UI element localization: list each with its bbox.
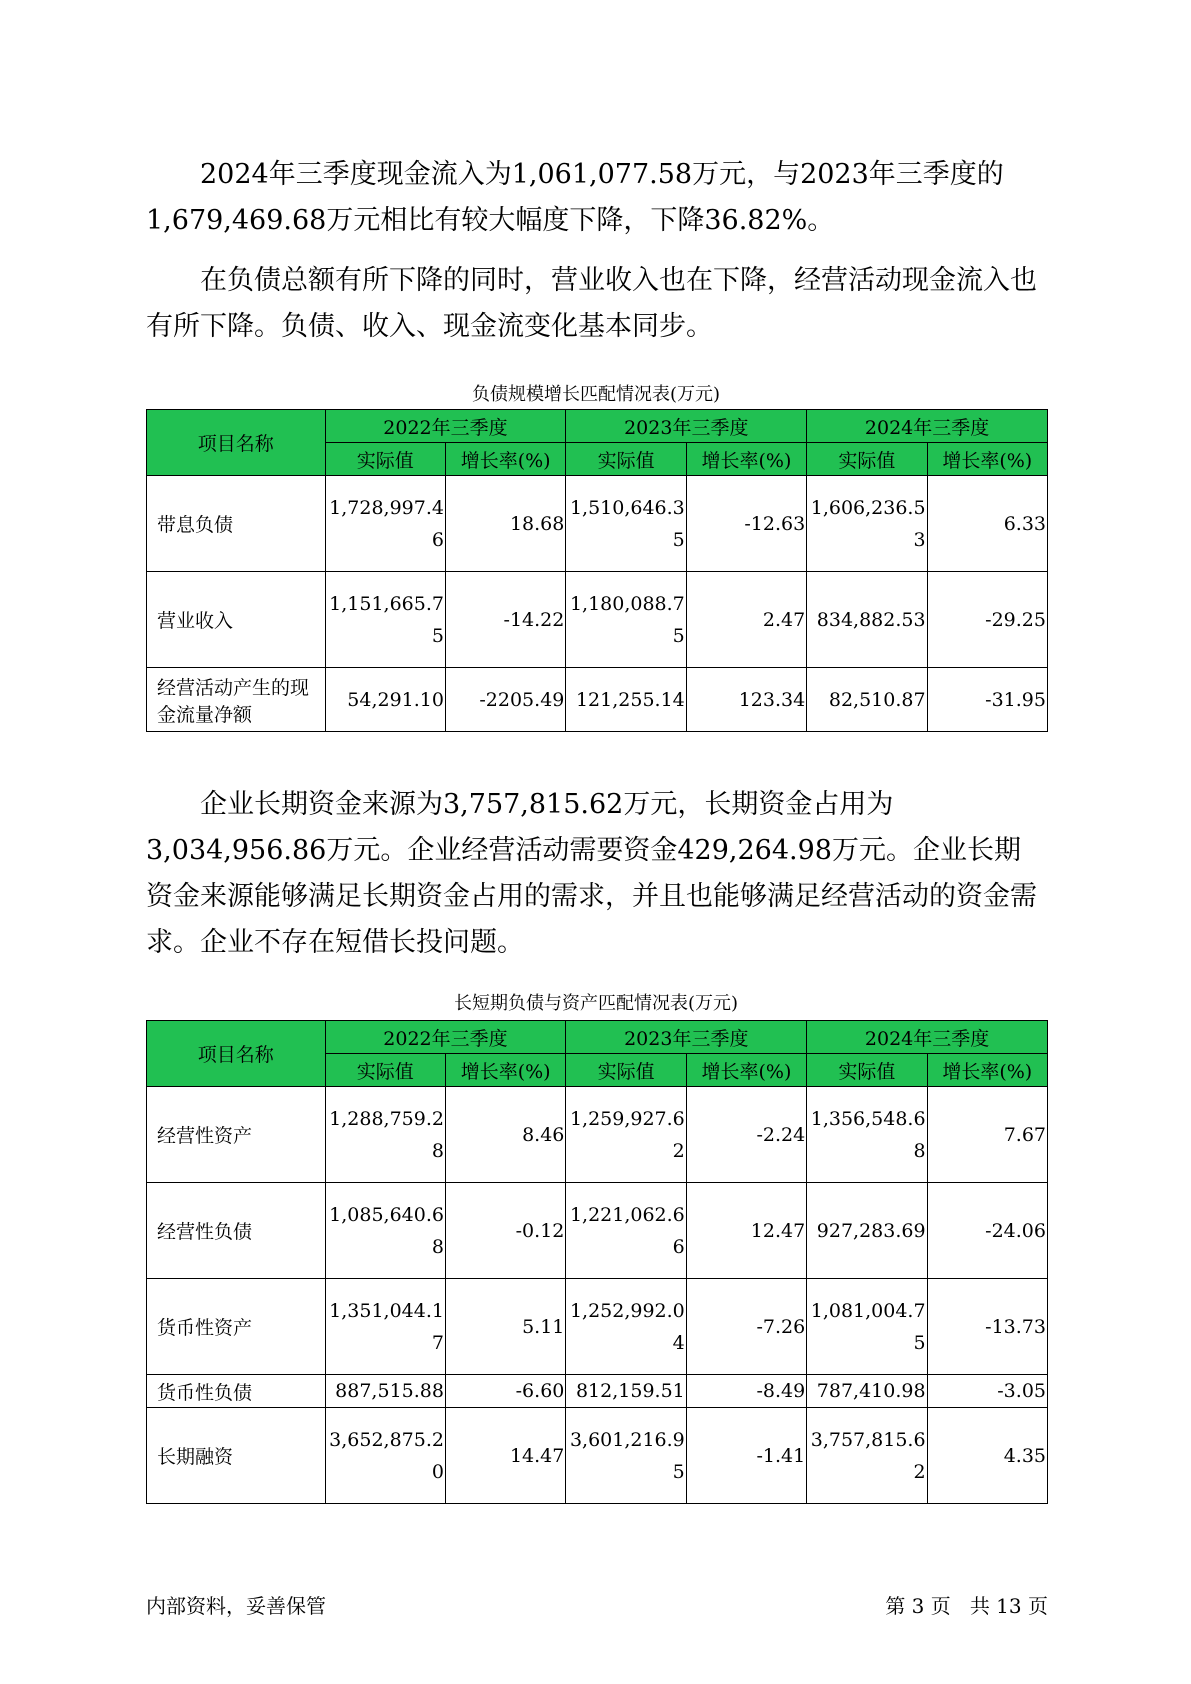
cell-actual-value: 1,259,927.62 — [566, 1087, 686, 1183]
table-row — [147, 668, 1048, 732]
cell-actual-value: 812,159.51 — [566, 1375, 686, 1408]
cell-growth-rate: -31.95 — [927, 668, 1047, 732]
debt-asset-match-table — [146, 1020, 1048, 1504]
cell-growth-rate: -24.06 — [927, 1183, 1047, 1279]
cell-growth-rate: 7.67 — [927, 1087, 1047, 1183]
cell-growth-rate: 14.47 — [445, 1408, 565, 1504]
cell-growth-rate: -2205.49 — [445, 668, 565, 732]
header-growth: 增长率(%) — [927, 443, 1047, 476]
header-actual: 实际值 — [325, 1054, 445, 1087]
table2-caption: 长短期负债与资产匹配情况表(万元) — [453, 993, 739, 1014]
header-period-2024: 2024年三季度 — [807, 410, 1048, 443]
cell-actual-value: 927,283.69 — [807, 1183, 927, 1279]
table-row — [147, 1087, 1048, 1183]
cell-actual-value: 1,510,646.35 — [566, 476, 686, 572]
cell-growth-rate: -14.22 — [445, 572, 565, 668]
table-row — [147, 1183, 1048, 1279]
cell-actual-value: 1,151,665.75 — [325, 572, 445, 668]
cell-growth-rate: 123.34 — [686, 668, 806, 732]
row-item-name: 经营活动产生的现金流量净额 — [147, 668, 326, 732]
cell-growth-rate: 2.47 — [686, 572, 806, 668]
row-item-name: 经营性负债 — [147, 1183, 326, 1279]
cell-growth-rate: -0.12 — [445, 1183, 565, 1279]
paragraph-cashflow: 2024年三季度现金流入为1,061,077.58万元，与2023年三季度的1,679,469.68万元相比有较大幅度下降，下降36.82%。 — [146, 159, 1004, 236]
cell-growth-rate: 8.46 — [445, 1087, 565, 1183]
cell-actual-value: 3,757,815.62 — [807, 1408, 927, 1504]
cell-growth-rate: -8.49 — [686, 1375, 806, 1408]
cell-actual-value: 54,291.10 — [325, 668, 445, 732]
row-item-name: 长期融资 — [147, 1408, 326, 1504]
cell-actual-value: 887,515.88 — [325, 1375, 445, 1408]
cell-actual-value: 1,085,640.68 — [325, 1183, 445, 1279]
cell-growth-rate: 4.35 — [927, 1408, 1047, 1504]
header-period-2022: 2022年三季度 — [325, 1021, 566, 1054]
table1-caption: 负债规模增长匹配情况表(万元) — [471, 384, 721, 405]
row-item-name: 带息负债 — [147, 476, 326, 572]
table-row — [147, 1408, 1048, 1504]
table-row — [147, 476, 1048, 572]
header-period-2022: 2022年三季度 — [325, 410, 566, 443]
header-actual: 实际值 — [566, 443, 686, 476]
header-growth: 增长率(%) — [686, 443, 806, 476]
header-period-2024: 2024年三季度 — [807, 1021, 1048, 1054]
cell-actual-value: 3,652,875.20 — [325, 1408, 445, 1504]
cell-actual-value: 787,410.98 — [807, 1375, 927, 1408]
debt-growth-table — [146, 409, 1048, 732]
paragraph-liabilities: 在负债总额有所下降的同时，营业收入也在下降，经营活动现金流入也有所下降。负债、收入、现金流变化基本同步。 — [146, 265, 1037, 342]
header-actual: 实际值 — [325, 443, 445, 476]
cell-actual-value: 1,606,236.53 — [807, 476, 927, 572]
cell-growth-rate: -6.60 — [445, 1375, 565, 1408]
paragraph-long-term-funds: 企业长期资金来源为3,757,815.62万元，长期资金占用为3,034,956.86万元。企业经营活动需要资金429,264.98万元。企业长期资金来源能够满足长期资金占用的需求，并且也能够满足经营活动的资金需求。企业不存在短借长投问题。 — [146, 789, 1037, 958]
cell-growth-rate: 5.11 — [445, 1279, 565, 1375]
cell-actual-value: 121,255.14 — [566, 668, 686, 732]
footer-confidential: 内部资料，妥善保管 — [146, 1594, 326, 1618]
header-growth: 增长率(%) — [445, 1054, 565, 1087]
cell-growth-rate: -12.63 — [686, 476, 806, 572]
cell-growth-rate: -29.25 — [927, 572, 1047, 668]
cell-actual-value: 834,882.53 — [807, 572, 927, 668]
row-item-name: 货币性负债 — [147, 1375, 326, 1408]
cell-growth-rate: -7.26 — [686, 1279, 806, 1375]
cell-actual-value: 1,356,548.68 — [807, 1087, 927, 1183]
cell-actual-value: 82,510.87 — [807, 668, 927, 732]
cell-growth-rate: -1.41 — [686, 1408, 806, 1504]
cell-actual-value: 1,728,997.46 — [325, 476, 445, 572]
header-item-name: 项目名称 — [147, 1021, 326, 1087]
header-growth: 增长率(%) — [686, 1054, 806, 1087]
header-growth: 增长率(%) — [927, 1054, 1047, 1087]
row-item-name: 货币性资产 — [147, 1279, 326, 1375]
header-actual: 实际值 — [807, 443, 927, 476]
table-row — [147, 572, 1048, 668]
cell-growth-rate: -13.73 — [927, 1279, 1047, 1375]
cell-growth-rate: -3.05 — [927, 1375, 1047, 1408]
header-growth: 增长率(%) — [445, 443, 565, 476]
cell-actual-value: 1,180,088.75 — [566, 572, 686, 668]
cell-actual-value: 1,288,759.28 — [325, 1087, 445, 1183]
cell-actual-value: 3,601,216.95 — [566, 1408, 686, 1504]
cell-actual-value: 1,351,044.17 — [325, 1279, 445, 1375]
header-period-2023: 2023年三季度 — [566, 1021, 807, 1054]
table-row — [147, 1279, 1048, 1375]
row-item-name: 经营性资产 — [147, 1087, 326, 1183]
header-period-2023: 2023年三季度 — [566, 410, 807, 443]
footer-page-number: 第 3 页 共 13 页 — [885, 1594, 1048, 1618]
cell-growth-rate: 12.47 — [686, 1183, 806, 1279]
cell-actual-value: 1,081,004.75 — [807, 1279, 927, 1375]
cell-growth-rate: 18.68 — [445, 476, 565, 572]
cell-growth-rate: -2.24 — [686, 1087, 806, 1183]
cell-actual-value: 1,252,992.04 — [566, 1279, 686, 1375]
table-row — [147, 1375, 1048, 1408]
header-item-name: 项目名称 — [147, 410, 326, 476]
row-item-name: 营业收入 — [147, 572, 326, 668]
header-actual: 实际值 — [566, 1054, 686, 1087]
cell-growth-rate: 6.33 — [927, 476, 1047, 572]
cell-actual-value: 1,221,062.66 — [566, 1183, 686, 1279]
header-actual: 实际值 — [807, 1054, 927, 1087]
